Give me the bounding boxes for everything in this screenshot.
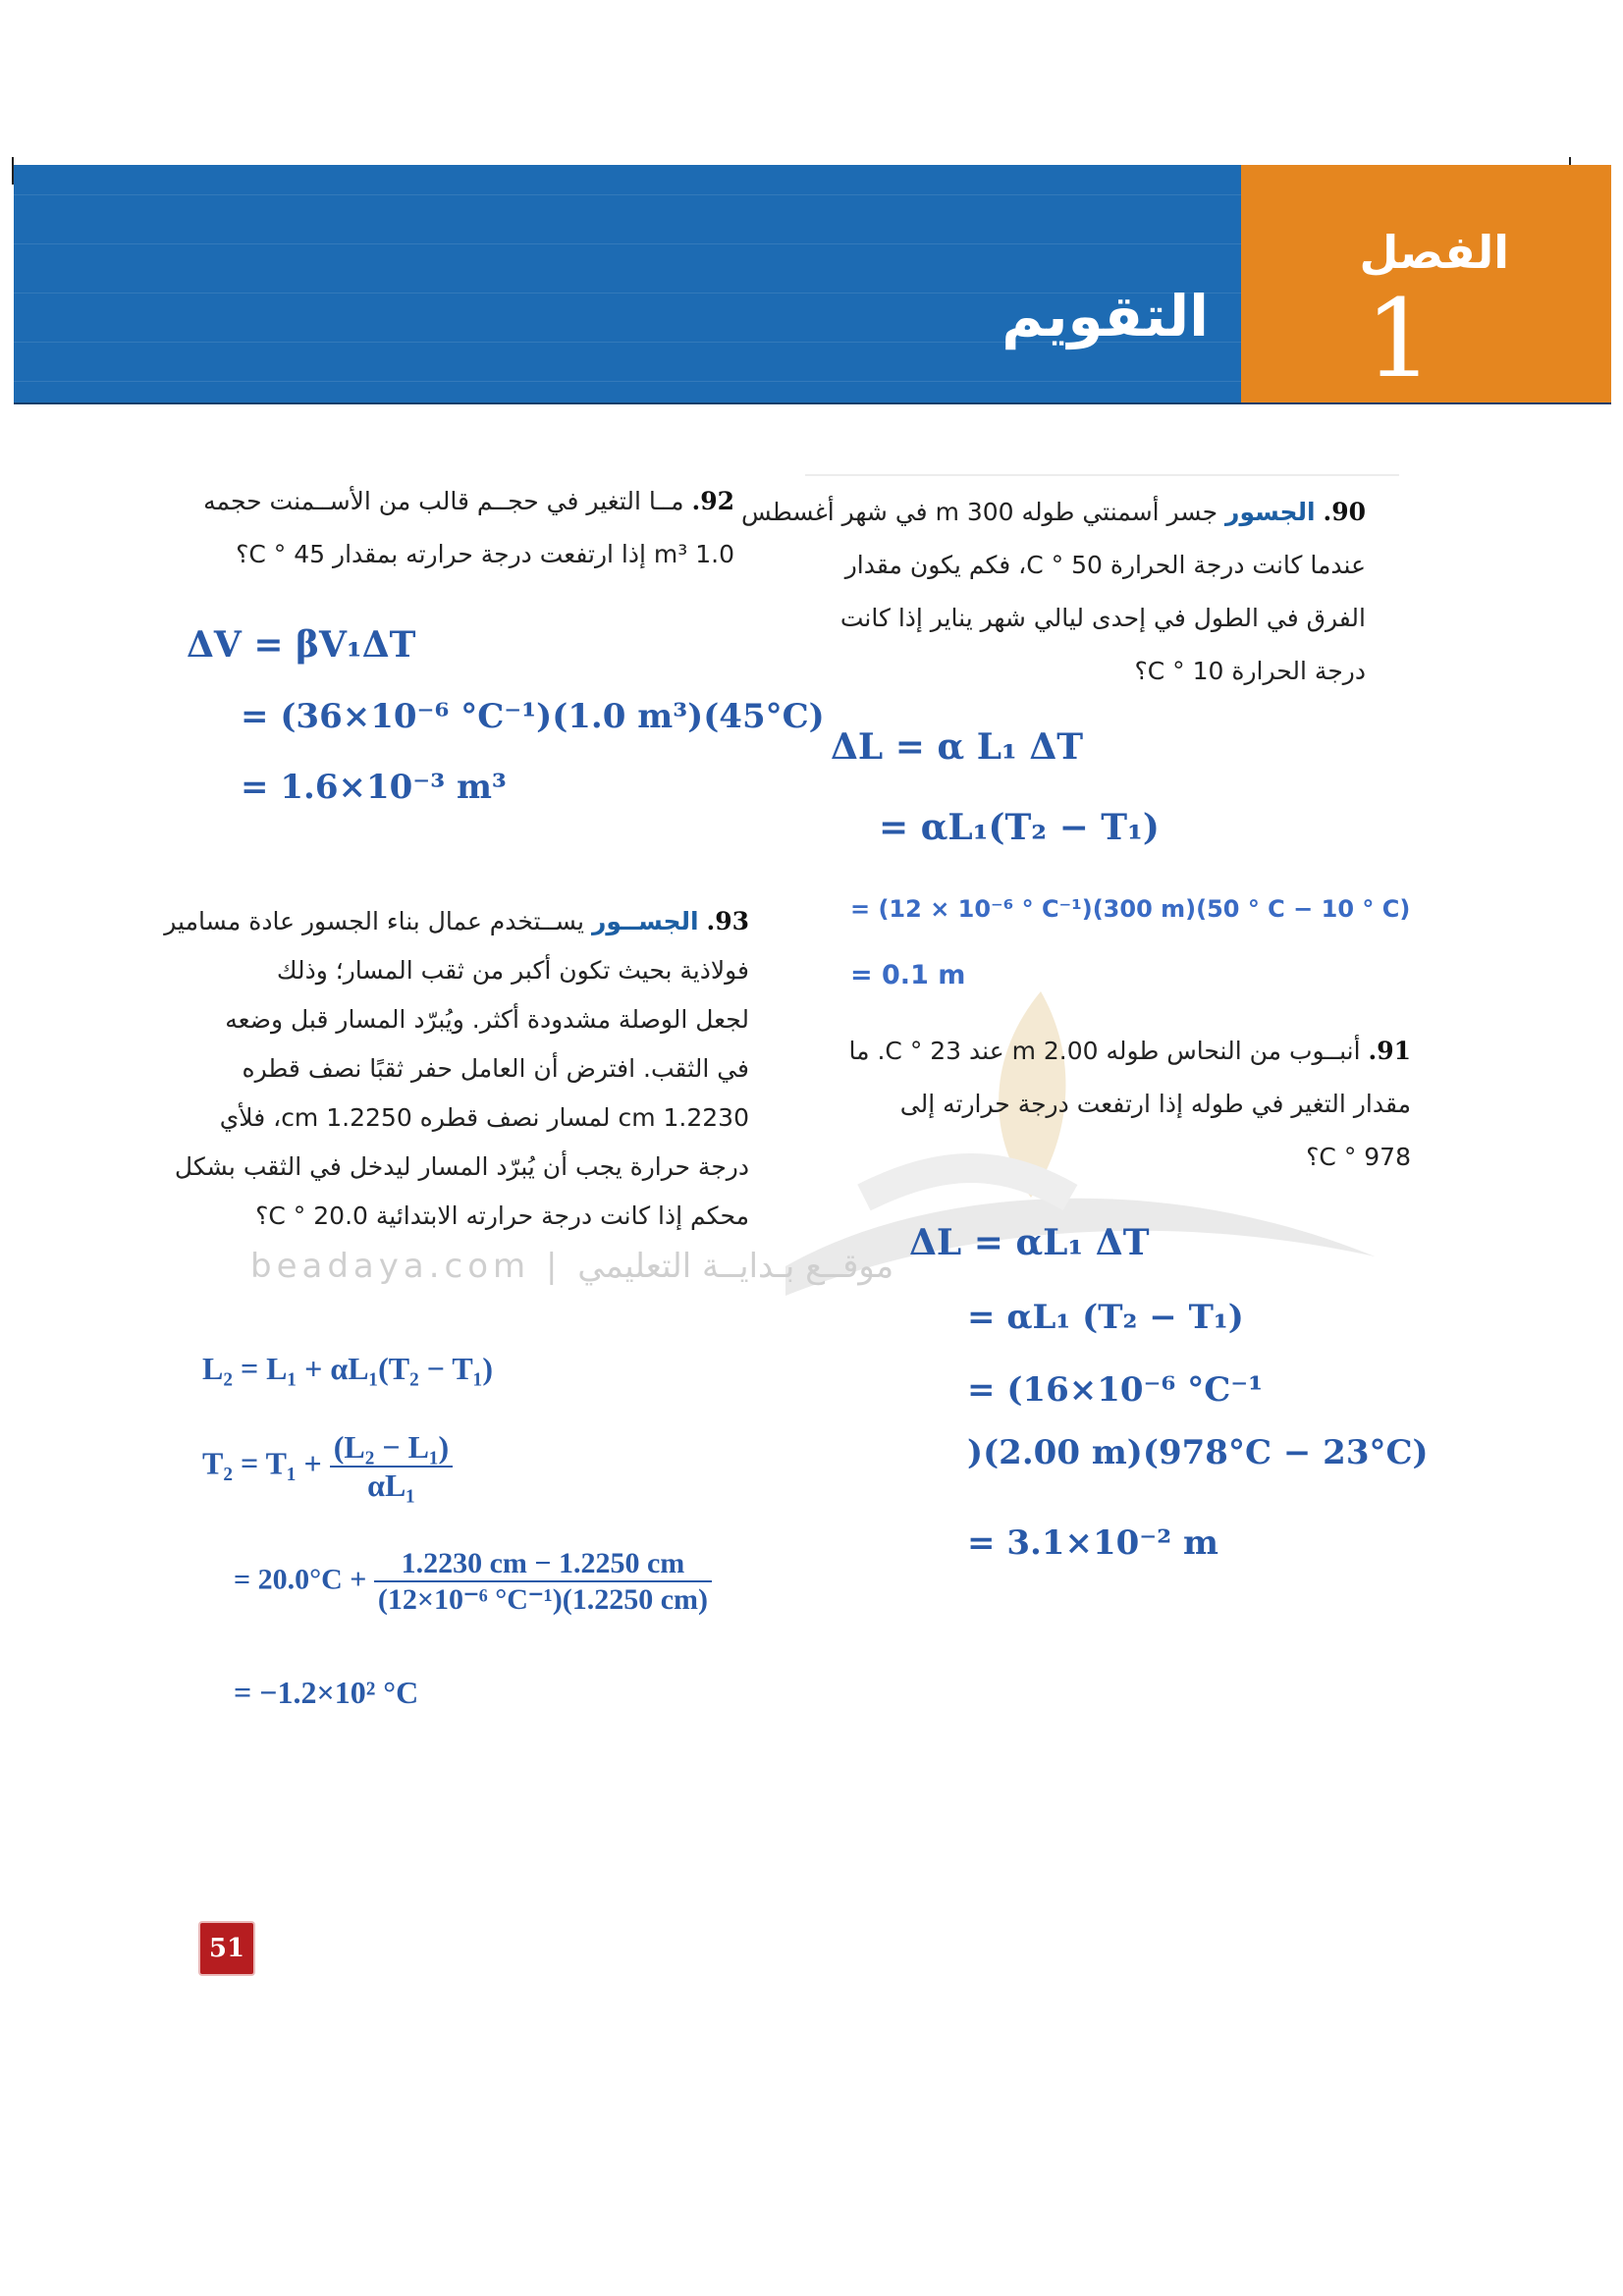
problem-line: C ° 978؟ bbox=[1306, 1143, 1411, 1171]
equation-left: T₂ = T₁ + bbox=[202, 1445, 322, 1481]
problem-text: جسر أسمنتي طوله 300 m في شهر أغسطس bbox=[740, 498, 1218, 526]
problem-number: 91. bbox=[1368, 1037, 1411, 1065]
divider bbox=[805, 474, 1399, 476]
equation: = αL₁ (T₂ − T₁) bbox=[967, 1298, 1244, 1337]
equation: ΔL = α L₁ ΔT bbox=[831, 726, 1084, 768]
equation bbox=[234, 1547, 712, 1617]
fraction-denominator: αL₁ bbox=[367, 1468, 415, 1503]
problem-90 bbox=[740, 486, 1366, 698]
chapter-label: الفصل bbox=[1359, 226, 1509, 279]
problem-line: في الثقب. افترض أن العامل حفر ثقبًا نصف قطره bbox=[242, 1054, 749, 1083]
problem-number: 92. bbox=[691, 487, 734, 515]
fraction-numerator: 1.2230 cm − 1.2250 cm bbox=[374, 1547, 712, 1582]
problem-line: لجعل الوصلة مشدودة أكثر. ويُبرّد المسار قبل وضعه bbox=[225, 1005, 749, 1034]
problem-92 bbox=[185, 475, 734, 581]
equation: L₂ = L₁ + αL₁(T₂ − T₁) bbox=[202, 1351, 493, 1386]
problem-line: مقدار التغير في طوله إذا ارتفعت درجة حرارته إلى bbox=[899, 1090, 1411, 1118]
problem-line bbox=[740, 486, 1366, 539]
equation: ΔL = αL₁ ΔT bbox=[909, 1222, 1150, 1263]
problem-line: الفرق في الطول في إحدى ليالي شهر يناير إذا كانت bbox=[839, 604, 1366, 632]
equation: = 0.1 m bbox=[850, 960, 966, 990]
problem-line: فولاذية بحيث تكون أكبر من ثقب المسار؛ وذلك bbox=[276, 956, 749, 985]
problem-number: 93. bbox=[706, 907, 749, 935]
fraction bbox=[374, 1547, 712, 1617]
equation bbox=[202, 1429, 453, 1504]
problem-text: مــا التغير في حجــم قالب من الأســمنت حجمه bbox=[203, 487, 684, 515]
problem-text: أنبــوب من النحاس طوله 2.00 m عند C ° 23. ما bbox=[848, 1037, 1361, 1065]
section-title: التقويم bbox=[1001, 283, 1209, 349]
chapter-number: 1 bbox=[1365, 276, 1434, 401]
problem-text: يســتخدم عمال بناء الجسور عادة مسامير bbox=[164, 907, 584, 935]
header-divider bbox=[14, 402, 1611, 404]
equation-left: = 20.0°C + bbox=[234, 1563, 367, 1596]
equation: = −1.2×10² °C bbox=[234, 1675, 419, 1710]
problem-line: 1.2230 cm لمسار نصف قطره 1.2250 cm، فلأي bbox=[219, 1103, 749, 1132]
problem-line: عندما كانت درجة الحرارة C ° 50، فكم يكون مقدار bbox=[844, 551, 1366, 579]
problem-line: محكم إذا كانت درجة حرارته الابتدائية C ° 20.0؟ bbox=[255, 1201, 749, 1230]
problem-line: درجة حرارة يجب أن يُبرّد المسار ليدخل في الثقب بشكل bbox=[174, 1152, 749, 1181]
problem-line: 1.0 m³ إذا ارتفعت درجة حرارته بمقدار C ° 45؟ bbox=[236, 540, 734, 568]
equation: ΔV = βV₁ΔT bbox=[187, 624, 416, 666]
problem-93 bbox=[164, 897, 749, 1241]
equation: )(2.00 m)(978°C − 23°C) bbox=[967, 1433, 1429, 1472]
page-number: 51 bbox=[208, 1934, 245, 1963]
equation: = 1.6×10⁻³ m³ bbox=[241, 768, 507, 807]
fraction-denominator: (12×10⁻⁶ °C⁻¹)(1.2250 cm) bbox=[377, 1583, 709, 1616]
problem-line bbox=[848, 1025, 1411, 1078]
problem-line bbox=[164, 897, 749, 946]
problem-line: درجة الحرارة C ° 10؟ bbox=[1134, 657, 1366, 685]
equation: = (16×10⁻⁶ °C⁻¹ bbox=[967, 1370, 1264, 1410]
problem-line bbox=[185, 475, 734, 528]
problem-91 bbox=[848, 1025, 1411, 1184]
equation: = (12 × 10⁻⁶ ° C⁻¹)(300 m)(50 ° C − 10 ° C) bbox=[850, 895, 1411, 923]
problem-number: 90. bbox=[1323, 498, 1366, 526]
problem-keyword: الجسور bbox=[1225, 498, 1316, 526]
problem-keyword: الجســور bbox=[591, 907, 699, 935]
equation: = αL₁(T₂ − T₁) bbox=[879, 807, 1160, 848]
equation: = (36×10⁻⁶ °C⁻¹)(1.0 m³)(45°C) bbox=[241, 697, 825, 736]
fraction bbox=[330, 1429, 453, 1504]
fraction-numerator: (L₂ − L₁) bbox=[330, 1429, 453, 1468]
equation: = 3.1×10⁻² m bbox=[967, 1523, 1218, 1563]
watermark-text: beadaya.com | موقــع بـدايــة التعليمي bbox=[250, 1247, 894, 1286]
